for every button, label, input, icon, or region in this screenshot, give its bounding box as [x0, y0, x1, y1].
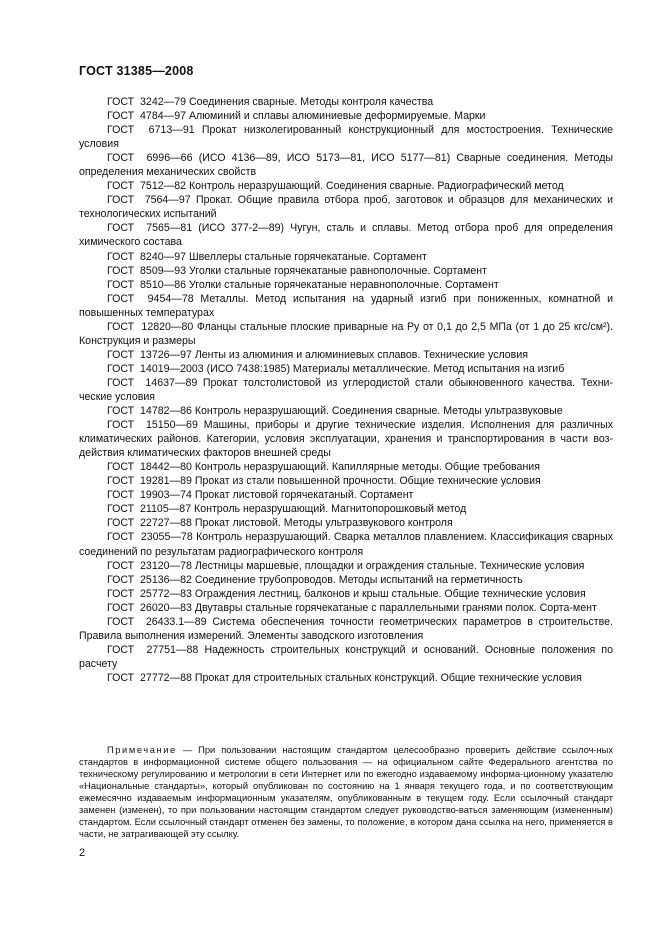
reference-item [79, 179, 613, 193]
reference-item [79, 320, 613, 348]
reference-item [79, 530, 613, 558]
references-list [79, 95, 613, 685]
standard-title: Соединения сварные. Методы контроля качества [188, 96, 434, 108]
reference-item [79, 474, 613, 488]
standard-title: Двутавры стальные горячекатаные с параллельными гранями полок. Сорта-мент [194, 601, 597, 614]
standard-code: ГОСТ 7565—81 [107, 222, 193, 235]
standard-code: ГОСТ 14782—86 [107, 405, 192, 418]
reference-item [79, 516, 613, 530]
standard-code: ГОСТ 7564—97 [107, 194, 191, 207]
standard-title: (ИСО 7438:1985) Материалы металлические. Метод испытания на изгиб [206, 362, 565, 375]
standard-title: Соединение трубопроводов. Методы испытаний на герметичность [194, 573, 523, 586]
standard-code: ГОСТ 4784—97 [107, 110, 186, 123]
reference-item [79, 615, 613, 643]
standard-title: Уголки стальные горячекатаные неравнополочные. Сортамент [188, 278, 499, 291]
reference-item [79, 643, 613, 671]
standard-code: ГОСТ 14637—89 [107, 376, 198, 389]
reference-item [79, 460, 613, 474]
note-text: — При пользовании настоящим стандартом целесообразно проверить действие ссылоч-ных стандартов в информационной системе общего пользования — на официальном сайте Федерального агентства по техническому регулированию и метрологии в сети Интернет или по ежегодно издаваемому информа-ционному указателю «Национальные стандарты», который опубликован по состоянию на 1 января текущего года, и по соответствующим ежемесячно издаваемым информационным указателям, опубликованным в текущем году. Если ссылочный стандарт заменен (изменен), то при пользовании настоящим стандартом следует руководство-ваться заменяющим (измененным) стандартом. Если ссылочный стандарт отменен без замены, то положение, в котором дана ссылка на него, применяется в части, не затрагивающей эту ссылку. [79, 745, 613, 840]
standard-title: Контроль неразрушающий. Соединения сварные. Радиографический метод [188, 180, 564, 193]
standard-code: ГОСТ 18442—80 [107, 461, 192, 474]
page-number: 2 [79, 847, 86, 859]
standard-title: (ИСО 4136—89, ИСО 5173—81, ИСО 5177—81) Сварные соединения. Методы определения механических свойств [79, 152, 614, 179]
reference-item [79, 221, 613, 249]
reference-item [79, 348, 613, 362]
standard-code: ГОСТ 7512—82 [107, 180, 186, 193]
standard-code: ГОСТ 6713—91 [107, 124, 195, 137]
reference-item [79, 418, 613, 460]
standard-title: Система обеспечения точности геометрических параметров в строительстве. Правила выполнения измерений. Элементы заводского изготовления [79, 615, 613, 642]
standard-title: (ИСО 377-2—89) Чугун, сталь и сплавы. Метод отбора проб для определения химического состава [79, 222, 613, 249]
standard-code: ГОСТ 13726—97 [107, 348, 192, 361]
reference-item [79, 587, 613, 601]
reference-item [79, 264, 613, 278]
reference-item [79, 601, 613, 615]
reference-item [79, 193, 613, 221]
standard-title: Лестницы маршевые, площадки и ограждения стальные. Технические условия [194, 559, 585, 572]
standard-title: Алюминий и сплавы алюминиевые деформируемые. Марки [188, 110, 486, 123]
standard-title: Швеллеры стальные горячекатаные. Сортамент [188, 250, 427, 263]
reference-item [79, 151, 613, 179]
reference-item [79, 250, 613, 264]
standard-code: ГОСТ 25136—82 [107, 573, 192, 586]
standard-code: ГОСТ 22727—88 [107, 517, 192, 530]
reference-item [79, 376, 613, 404]
standard-title: Прокат из стали повышенной прочности. Общие технические условия [194, 475, 541, 488]
reference-item [79, 488, 613, 502]
reference-item [79, 559, 613, 573]
standard-code: ГОСТ 27751—88 [107, 643, 199, 656]
standard-code: ГОСТ 3242—79 [107, 96, 186, 108]
standard-code: ГОСТ 15150—69 [107, 419, 198, 432]
reference-item [79, 502, 613, 516]
standard-title: Прокат листовой. Методы ультразвукового контроля [194, 517, 453, 530]
standard-code: ГОСТ 12820—80 [107, 320, 194, 333]
standard-title: Металлы. Метод испытания на ударный изгиб при пониженных, комнатной и повышенных температурах [79, 292, 613, 319]
note-label: Примечание [107, 745, 177, 755]
standard-title: Контроль неразрушающий. Капиллярные методы. Общие требования [194, 461, 540, 474]
standard-code: ГОСТ 25772—83 [107, 587, 192, 600]
reference-item [79, 109, 613, 123]
standard-code: ГОСТ 6996—66 [107, 152, 193, 165]
standard-title: Уголки стальные горячекатаные равнополочные. Сортамент [188, 264, 487, 277]
standard-code: ГОСТ 8240—97 [107, 250, 186, 263]
standard-title: Машины, приборы и другие технические изделия. Исполнения для различных климатических районов. Категории, условия эксплуатации, хранения и транспортирования в части воз-действия климатических факторов внешней среды [79, 419, 614, 460]
standard-title: Фланцы стальные плоские приварные на Pу от 0,1 до 2,5 МПа (от 1 до 25 кгс/см²). Конструкция и размеры [79, 320, 613, 347]
standard-code: ГОСТ 21105—87 [107, 503, 192, 516]
document-header: ГОСТ 31385—2008 [79, 64, 194, 78]
standard-code: ГОСТ 8510—86 [107, 278, 186, 291]
standard-title: Прокат для строительных стальных конструкций. Общие технические условия [194, 671, 582, 684]
reference-item [79, 278, 613, 292]
standard-title: Прокат листовой горячекатаный. Сортамент [194, 489, 414, 502]
standard-code: ГОСТ 27772—88 [107, 671, 192, 684]
reference-item [79, 404, 613, 418]
reference-item [79, 671, 613, 685]
standard-title: Ленты из алюминия и алюминиевых сплавов. Технические условия [194, 348, 528, 361]
standard-code: ГОСТ 23055—78 [107, 531, 193, 544]
reference-item [79, 362, 613, 376]
standard-code: ГОСТ 26433.1—89 [107, 615, 207, 628]
standard-title: Ограждения лестниц, балконов и крыш стальные. Общие технические условия [194, 587, 586, 600]
standard-title: Прокат толстолистовой из углеродистой стали обыкновенного качества. Техни-ческие условия [79, 376, 613, 403]
reference-item [79, 123, 613, 151]
standard-title: Прокат. Общие правила отбора проб, заготовок и образцов для механических и технологических испытаний [79, 194, 614, 221]
reference-item [79, 292, 613, 320]
standard-title: Прокат низколегированный конструкционный для мостостроения. Технические условия [79, 124, 613, 151]
note-paragraph [79, 744, 613, 840]
standard-title: Контроль неразрушающий. Соединения сварные. Методы ультразвуковые [194, 405, 563, 418]
standard-title: Контроль неразрушающий. Магнитопорошковый метод [194, 503, 467, 516]
standard-title: Надежность строительных конструкций и оснований. Основные положения по расчету [79, 643, 614, 670]
standard-code: ГОСТ 26020—83 [107, 601, 192, 614]
standard-code: ГОСТ 19281—89 [107, 475, 192, 488]
standard-code: ГОСТ 23120—78 [107, 559, 192, 572]
standard-code: ГОСТ 8509—93 [107, 264, 186, 277]
standard-code: ГОСТ 14019—2003 [107, 362, 204, 375]
standard-code: ГОСТ 9454—78 [107, 292, 194, 305]
reference-item [79, 95, 613, 109]
standard-code: ГОСТ 19903—74 [107, 489, 192, 502]
standard-title: Контроль неразрушающий. Сварка металлов плавлением. Классификация сварных соединений по результатам радиографического контроля [79, 531, 613, 558]
reference-item [79, 573, 613, 587]
